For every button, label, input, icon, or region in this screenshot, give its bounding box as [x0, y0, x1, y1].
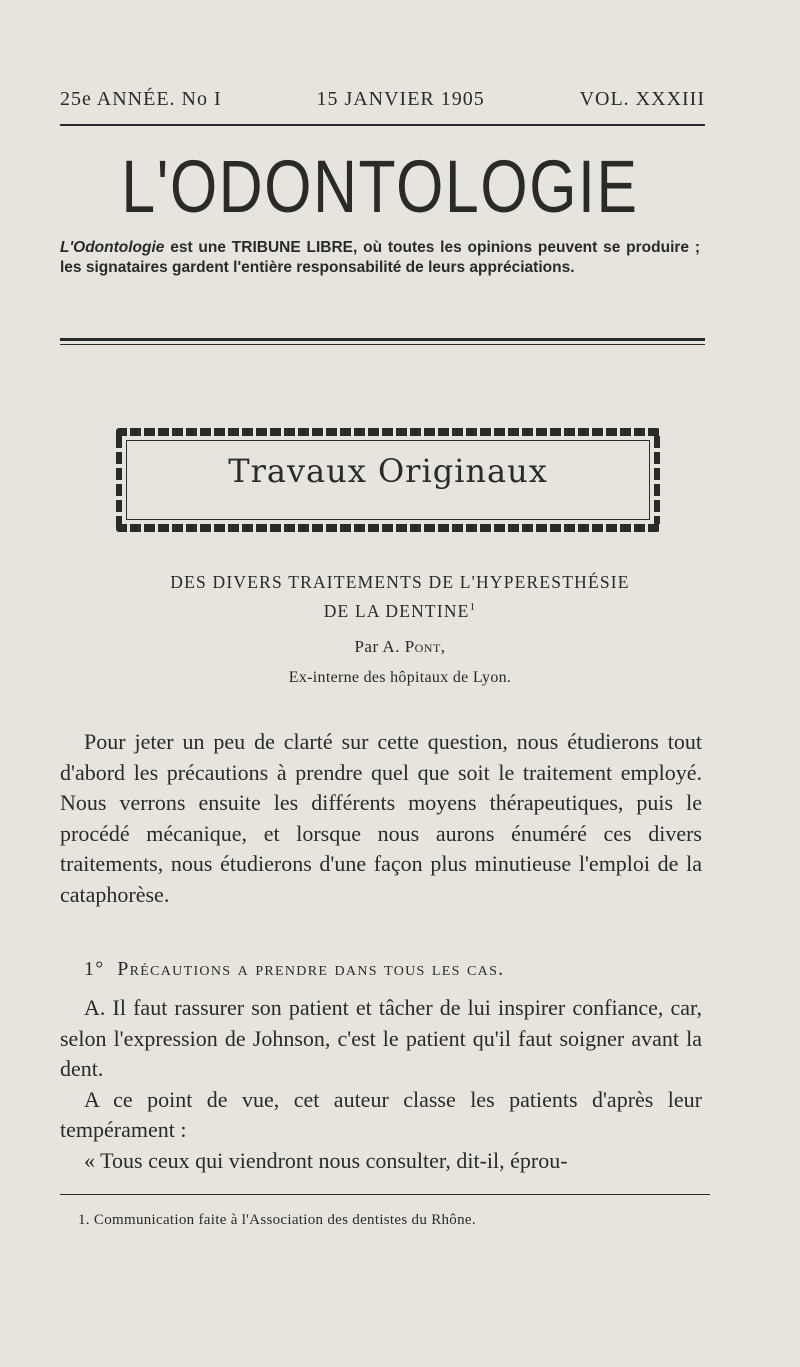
body-paragraph: Pour jeter un peu de clarté sur cette question, nous étudierons tout d'abord les précautions à prendre quel que soit le traitement employé. Nous verrons ensuite les différents moyens thérapeutiques, puis le procédé mécanique, et lorsque nous aurons énuméré ces divers traitements, nous étudierons d'une façon plus minutieuse l'emploi de la cataphorèse.	[60, 729, 702, 907]
tribune-statement	[60, 238, 700, 278]
footnote: 1. Communication faite à l'Association des dentistes du Rhône.	[78, 1212, 476, 1228]
banner-bottom-border	[116, 524, 660, 532]
section-divider	[60, 338, 705, 348]
author-affiliation: Ex-interne des hôpitaux de Lyon.	[288, 669, 512, 686]
header-rule	[60, 124, 705, 126]
section-title: Précautions a prendre dans tous les cas.	[117, 958, 505, 980]
article-title	[60, 570, 740, 624]
article-title-line-2: DE LA DENTINE	[323, 600, 470, 621]
year-issue: 25e ANNÉE. No I	[60, 88, 222, 110]
tribune-text: est une TRIBUNE LIBRE, où toutes les opinions peuvent se produire ; les signataires gardent l'entière responsabilité de leurs appréciations.	[60, 239, 700, 276]
banner-top-border	[116, 428, 660, 436]
author-name: Pont,	[404, 637, 446, 656]
author-line	[60, 637, 740, 657]
intro-paragraph-block	[60, 727, 702, 911]
issue-date: 15 JANVIER 1905	[316, 88, 485, 110]
article-title-line-1: DES DIVERS TRAITEMENTS DE L'HYPERESTHÉSIE	[170, 572, 630, 592]
body-paragraph: A ce point de vue, cet auteur classe les patients d'après leur tempérament :	[60, 1086, 702, 1143]
journal-name-italic: L'Odontologie	[60, 239, 165, 256]
body-paragraph: A. Il faut rassurer son patient et tâcher de lui inspirer confiance, car, selon l'expression de Johnson, c'est le patient qu'il faut soigner avant la dent.	[60, 995, 702, 1082]
section-number: 1°	[84, 958, 105, 980]
journal-title: L'ODONTOLOGIE	[121, 145, 639, 228]
section-body-block	[60, 993, 702, 1177]
body-paragraph: « Tous ceux qui viendront nous consulter, dit-il, éprou-	[84, 1147, 568, 1173]
volume-number: VOL. XXXIII	[579, 88, 705, 110]
author-prefix: Par A.	[354, 637, 405, 656]
footnote-rule	[60, 1194, 710, 1195]
travaux-originaux-banner	[116, 428, 660, 532]
running-header	[60, 88, 705, 111]
banner-title: Travaux Originaux	[228, 452, 548, 490]
section-heading	[84, 958, 694, 981]
footnote-marker: 1	[469, 601, 477, 613]
